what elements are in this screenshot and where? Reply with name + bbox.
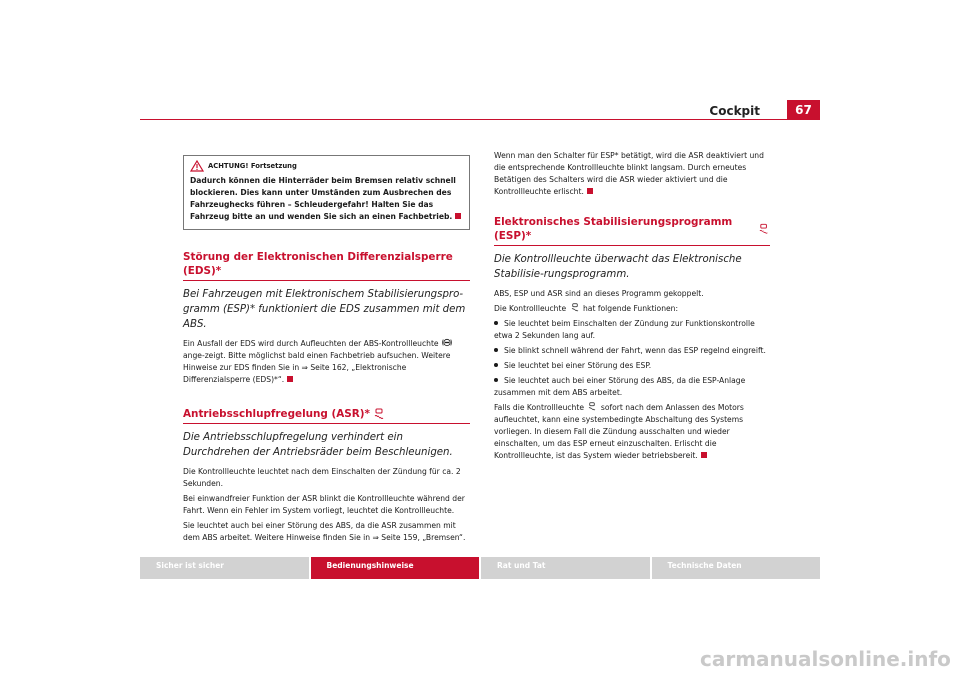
- skid-lamp-icon: [373, 408, 385, 420]
- left-column: [183, 155, 470, 547]
- esp-bullet-text: Sie leuchtet auch bei einer Störung des ABS, da die ESP-Anlage zusammen mit dem ABS arbeitet.: [494, 376, 746, 397]
- warning-title: ACHTUNG! Fortsetzung: [208, 162, 297, 170]
- eds-heading: Störung der Elektronischen Differenzialsperre (EDS)*: [183, 250, 470, 281]
- esp-paragraph-2a: Die Kontrollleuchte: [494, 304, 567, 313]
- page-header: [0, 100, 960, 120]
- abs-lamp-icon: [442, 338, 452, 347]
- bullet-dot-icon: [494, 348, 498, 352]
- eds-text-1: Ein Ausfall der EDS wird durch Aufleuchten der ABS-Kontrollleuchte: [183, 339, 439, 348]
- eds-text-2: ange-zeigt. Bitte möglichst bald einen Fachbetrieb aufsuchen. Weitere Hinweise zur EDS finden Sie in ⇒ Seite 162, „Elektronische Differenzialsperre (EDS)*“.: [183, 351, 451, 384]
- eds-text: [183, 338, 470, 386]
- esp-bullet: [494, 318, 770, 342]
- asr-heading-text: Antriebsschlupfregelung (ASR)*: [183, 408, 370, 420]
- asr-paragraph-2: Bei einwandfreier Funktion der ASR blinkt die Kontrollleuchte während der Fahrt. Wenn ein Fehler im System vorliegt, leuchtet die Kontrollleuchte.: [183, 494, 465, 515]
- asr-lead: Die Antriebsschlupfregelung verhindert ein Durchdrehen der Antriebsräder beim Beschleunigen.: [183, 432, 453, 458]
- asr-heading: [183, 407, 470, 424]
- footer-nav: [140, 557, 820, 579]
- warning-box: [183, 155, 470, 230]
- esp-lead: Die Kontrollleuchte überwacht das Elektronische Stabilisie-rungsprogramm.: [494, 254, 742, 280]
- warning-header: [190, 160, 464, 172]
- page-number: 67: [787, 100, 820, 120]
- header-rule: [140, 119, 820, 120]
- end-mark-icon: [455, 213, 461, 219]
- esp-paragraph-2: [494, 303, 770, 315]
- warning-body: Dadurch können die Hinterräder beim Bremsen relativ schnell blockieren. Dies kann unter Umständen zum Ausbrechen des Fahrzeughecks führen – Schleudergefahr! Halten Sie das Fahrzeug bitte an und wenden Sie sich an einen Fachbetrieb.: [190, 176, 456, 221]
- skid-lamp-icon: [587, 402, 597, 411]
- esp-paragraph-3: [494, 402, 770, 462]
- right-intro: [494, 150, 770, 198]
- bullet-dot-icon: [494, 321, 498, 325]
- bullet-dot-icon: [494, 363, 498, 367]
- esp-bullet-text: Sie blinkt schnell während der Fahrt, wenn das ESP regelnd eingreift.: [504, 346, 766, 355]
- right-intro-text: Wenn man den Schalter für ESP* betätigt, wird die ASR deaktiviert und die entsprechende Kontrollleuchte blinkt langsam. Durch erneutes Betätigen des Schalters wird die ASR wieder aktiviert und die Kontrollleuchte erlischt.: [494, 151, 764, 196]
- esp-heading-text: Elektronisches Stabilisierungsprogramm (ESP)*: [494, 216, 733, 242]
- warning-text: [190, 175, 464, 223]
- esp-paragraph-3a: Falls die Kontrollleuchte: [494, 403, 585, 412]
- end-mark-icon: [587, 188, 593, 194]
- page-title: Cockpit: [709, 104, 760, 118]
- tab-sicher-ist-sicher[interactable]: Sicher ist sicher: [140, 557, 309, 579]
- esp-paragraph-2b: hat folgende Funktionen:: [582, 304, 679, 313]
- esp-bullet: [494, 360, 770, 372]
- asr-paragraph-3: Sie leuchtet auch bei einer Störung des ABS, da die ASR zusammen mit dem ABS arbeitet. Weitere Hinweise finden Sie in ⇒ Seite 159, „Bremsen“.: [183, 521, 466, 542]
- bullet-dot-icon: [494, 378, 498, 382]
- eds-lead: Bei Fahrzeugen mit Elektronischem Stabilisierungspro-gramm (ESP)* funktioniert die EDS zusammen mit dem ABS.: [183, 289, 466, 330]
- esp-heading: [494, 215, 770, 246]
- tab-rat-und-tat[interactable]: Rat und Tat: [481, 557, 650, 579]
- watermark: carmanualsonline.info: [700, 647, 951, 671]
- warning-triangle-icon: [190, 160, 204, 172]
- right-column: [494, 150, 770, 465]
- esp-paragraph-3b: sofort nach dem Anlassen des Motors aufleuchtet, kann eine systembedingte Abschaltung des Systems vorliegen. In diesem Fall die Zündung ausschalten und wieder einschalten, um das ESP erneut einzuschalten. Erlischt die Kontrollleuchte, ist das System wieder betriebsbereit.: [494, 403, 744, 460]
- skid-lamp-icon: [758, 223, 769, 235]
- esp-bullet-text: Sie leuchtet beim Einschalten der Zündung zur Funktionskontrolle etwa 2 Sekunden lang auf.: [494, 319, 755, 340]
- skid-lamp-icon: [570, 303, 580, 312]
- end-mark-icon: [287, 376, 293, 382]
- esp-paragraph-1: ABS, ESP und ASR sind an dieses Programm gekoppelt.: [494, 289, 704, 298]
- end-mark-icon: [701, 452, 707, 458]
- asr-paragraph-1: Die Kontrollleuchte leuchtet nach dem Einschalten der Zündung für ca. 2 Sekunden.: [183, 467, 461, 488]
- tab-bedienungshinweise[interactable]: Bedienungshinweise: [311, 557, 480, 579]
- tab-technische-daten[interactable]: Technische Daten: [652, 557, 821, 579]
- esp-bullet: [494, 375, 770, 399]
- esp-bullet: [494, 345, 770, 357]
- esp-bullet-text: Sie leuchtet bei einer Störung des ESP.: [504, 361, 652, 370]
